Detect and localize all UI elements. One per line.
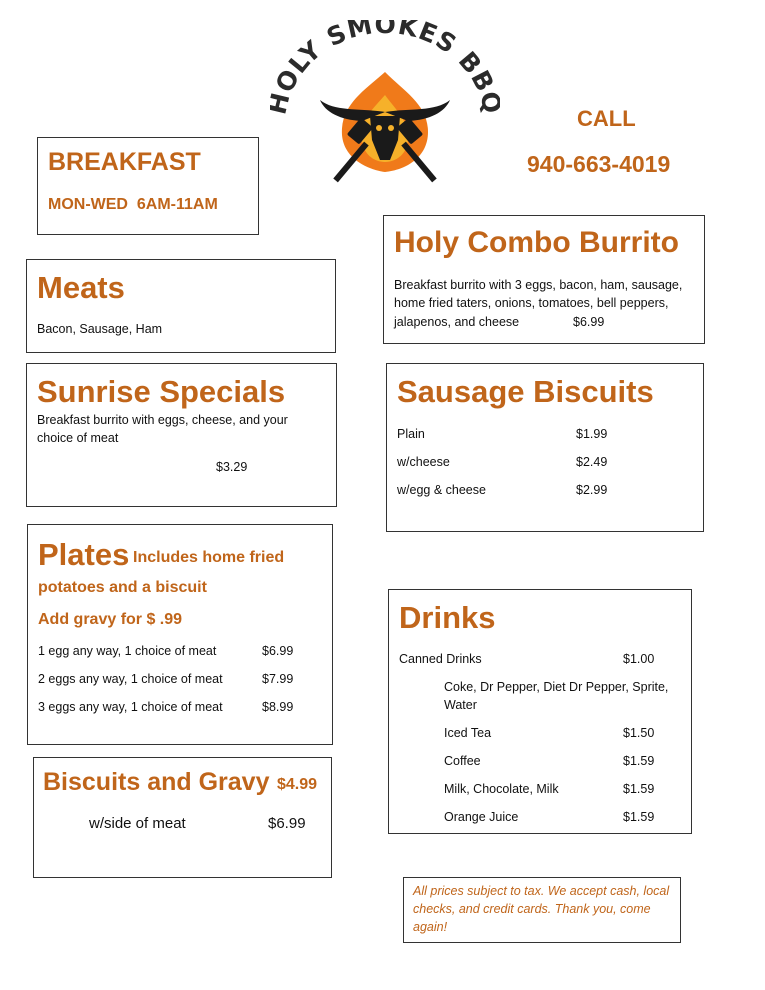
sausage-biscuits-box xyxy=(386,363,704,532)
biscuits-gravy-box xyxy=(33,757,332,878)
plates-subtitle-b: potatoes and a biscuit xyxy=(38,579,207,596)
drink-canned-name: Canned Drinks xyxy=(399,652,482,666)
sausage-biscuits-title: Sausage Biscuits xyxy=(397,374,654,409)
logo-brand-text: OLY SMOKES BB xyxy=(270,20,500,98)
drinks-title: Drinks xyxy=(399,600,496,635)
sunrise-desc-line2: choice of meat xyxy=(37,431,119,445)
biscuit-item-name: w/egg & cheese xyxy=(397,483,486,497)
call-label: CALL xyxy=(577,106,636,131)
biscuit-item-price: $2.49 xyxy=(576,455,608,469)
drink-canned-desc-line1: Coke, Dr Pepper, Diet Dr Pepper, Sprite, xyxy=(444,680,669,694)
drink-canned-desc-line2: Water xyxy=(444,698,477,712)
meats-box xyxy=(26,259,336,353)
drink-item-price: $1.50 xyxy=(623,726,655,740)
drinks-box xyxy=(388,589,692,834)
biscuit-item-price: $1.99 xyxy=(576,427,608,441)
plates-subtitle-a: Includes home fried xyxy=(133,549,285,566)
note-line3: again! xyxy=(413,920,448,934)
combo-burrito-box xyxy=(383,215,705,344)
bng-price: $4.99 xyxy=(277,776,318,793)
combo-desc-line1: Breakfast burrito with 3 eggs, bacon, ham, sausage, xyxy=(394,278,683,292)
bng-side-price: $6.99 xyxy=(268,815,306,832)
payment-note-box xyxy=(403,877,681,943)
sunrise-price: $3.29 xyxy=(216,460,248,474)
sunrise-specials-box xyxy=(26,363,337,507)
biscuit-item-name: Plain xyxy=(397,427,425,441)
drink-item-name: Orange Juice xyxy=(444,810,519,824)
sunrise-desc-line1: Breakfast burrito with eggs, cheese, and your xyxy=(37,413,288,427)
drink-item-price: $1.59 xyxy=(623,754,655,768)
plate-item-name: 2 eggs any way, 1 choice of meat xyxy=(38,672,223,686)
bng-title: Biscuits and Gravy xyxy=(43,768,270,796)
plate-item-name: 1 egg any way, 1 choice of meat xyxy=(38,644,217,658)
breakfast-title: BREAKFAST xyxy=(48,148,201,176)
plates-gravy-note: Add gravy for $ .99 xyxy=(38,611,183,628)
sunrise-title: Sunrise Specials xyxy=(37,374,286,409)
breakfast-hours-box xyxy=(37,137,259,235)
plate-item-price: $7.99 xyxy=(262,672,294,686)
drink-item-name: Coffee xyxy=(444,754,481,768)
meats-items: Bacon, Sausage, Ham xyxy=(37,322,163,336)
drink-item-name: Milk, Chocolate, Milk xyxy=(444,782,559,796)
drink-item-price: $1.59 xyxy=(623,782,655,796)
bng-side-label: w/side of meat xyxy=(89,815,186,832)
combo-desc-line2: home fried taters, onions, tomatoes, bell peppers, xyxy=(394,296,669,310)
plate-item-price: $8.99 xyxy=(262,700,294,714)
combo-title: Holy Combo Burrito xyxy=(394,226,679,259)
biscuit-item-name: w/cheese xyxy=(397,455,450,469)
bull-skull-flame-icon xyxy=(320,72,450,182)
phone-number: 940-663-4019 xyxy=(527,151,671,177)
biscuit-item-price: $2.99 xyxy=(576,483,608,497)
combo-price: $6.99 xyxy=(573,315,605,329)
logo xyxy=(270,20,500,190)
plates-box xyxy=(27,524,333,745)
breakfast-hours: MON-WED 6AM-11AM xyxy=(48,196,218,213)
combo-desc-line3: jalapenos, and cheese xyxy=(394,315,520,329)
note-line1: All prices subject to tax. We accept cash, local xyxy=(413,884,670,898)
meats-title: Meats xyxy=(37,270,125,305)
plates-title: Plates xyxy=(38,537,130,572)
drink-item-name: Iced Tea xyxy=(444,726,492,740)
drink-canned-price: $1.00 xyxy=(623,652,655,666)
plate-item-name: 3 eggs any way, 1 choice of meat xyxy=(38,700,223,714)
drink-item-price: $1.59 xyxy=(623,810,655,824)
plate-item-price: $6.99 xyxy=(262,644,294,658)
note-line2: checks, and credit cards. Thank you, come xyxy=(413,902,651,916)
